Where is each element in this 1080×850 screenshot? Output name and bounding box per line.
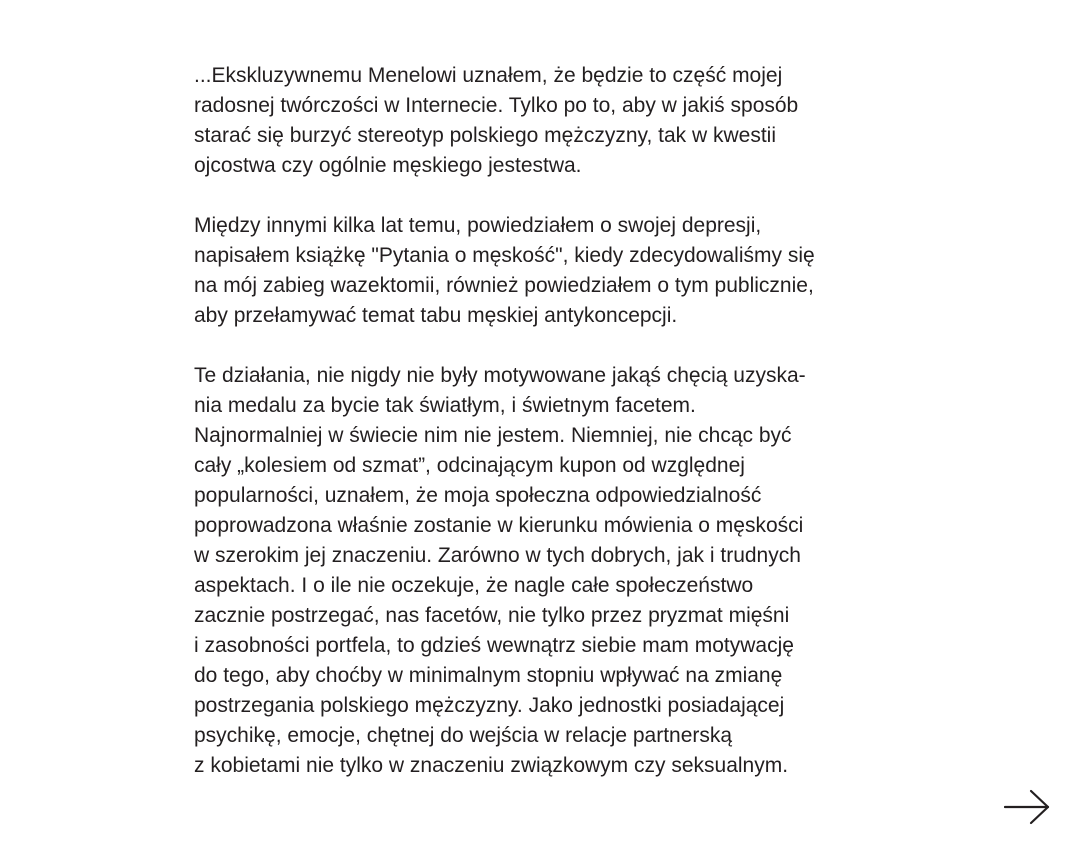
text-line: napisałem książkę "Pytania o męskość", kiedy zdecydowaliśmy się [194,244,815,267]
text-line: i zasobności portfela, to gdzieś wewnątrz siebie mam motywację [194,634,794,657]
article-text [194,61,874,811]
paragraph-3 [194,361,874,781]
text-line: w szerokim jej znaczeniu. Zarówno w tych dobrych, jak i trudnych [194,544,801,567]
text-line: z kobietami nie tylko w znaczeniu związkowym czy seksualnym. [194,754,789,777]
text-line: ojcostwa czy ogólnie męskiego jestestwa. [194,154,582,177]
text-line: cały „kolesiem od szmat”, odcinającym kupon od względnej [194,454,745,477]
text-line: radosnej twórczości w Internecie. Tylko po to, aby w jakiś sposób [194,94,799,117]
paragraph-1 [194,61,874,181]
text-line: zacznie postrzegać, nas facetów, nie tylko przez pryzmat mięśni [194,604,790,627]
text-line: Między innymi kilka lat temu, powiedziałem o swojej depresji, [194,214,762,237]
text-line: aby przełamywać temat tabu męskiej antykoncepcji. [194,304,678,327]
text-line: nia medalu za bycie tak światłym, i świetnym facetem. [194,394,696,417]
text-line: na mój zabieg wazektomii, również powiedziałem o tym publicznie, [194,274,814,297]
text-line: aspektach. I o ile nie oczekuje, że nagle całe społeczeństwo [194,574,754,597]
paragraph-2 [194,211,874,331]
text-line: ...Ekskluzywnemu Menelowi uznałem, że będzie to część mojej [194,64,783,87]
text-line: do tego, aby choćby w minimalnym stopniu wpływać na zmianę [194,664,783,687]
text-line: psychikę, emocje, chętnej do wejścia w relacje partnerską [194,724,733,747]
text-line: postrzegania polskiego mężczyzny. Jako jednostki posiadającej [194,694,785,717]
arrow-right-icon [1004,789,1050,825]
text-line: Najnormalniej w świecie nim nie jestem. Niemniej, nie chcąc być [194,424,792,447]
text-line: popularności, uznałem, że moja społeczna odpowiedzialność [194,484,762,507]
text-line: poprowadzona właśnie zostanie w kierunku mówienia o męskości [194,514,804,537]
text-line: starać się burzyć stereotyp polskiego mężczyzny, tak w kwestii [194,124,776,147]
next-page-button[interactable] [1004,789,1050,825]
text-line: Te działania, nie nigdy nie były motywowane jakąś chęcią uzyska- [194,364,806,387]
